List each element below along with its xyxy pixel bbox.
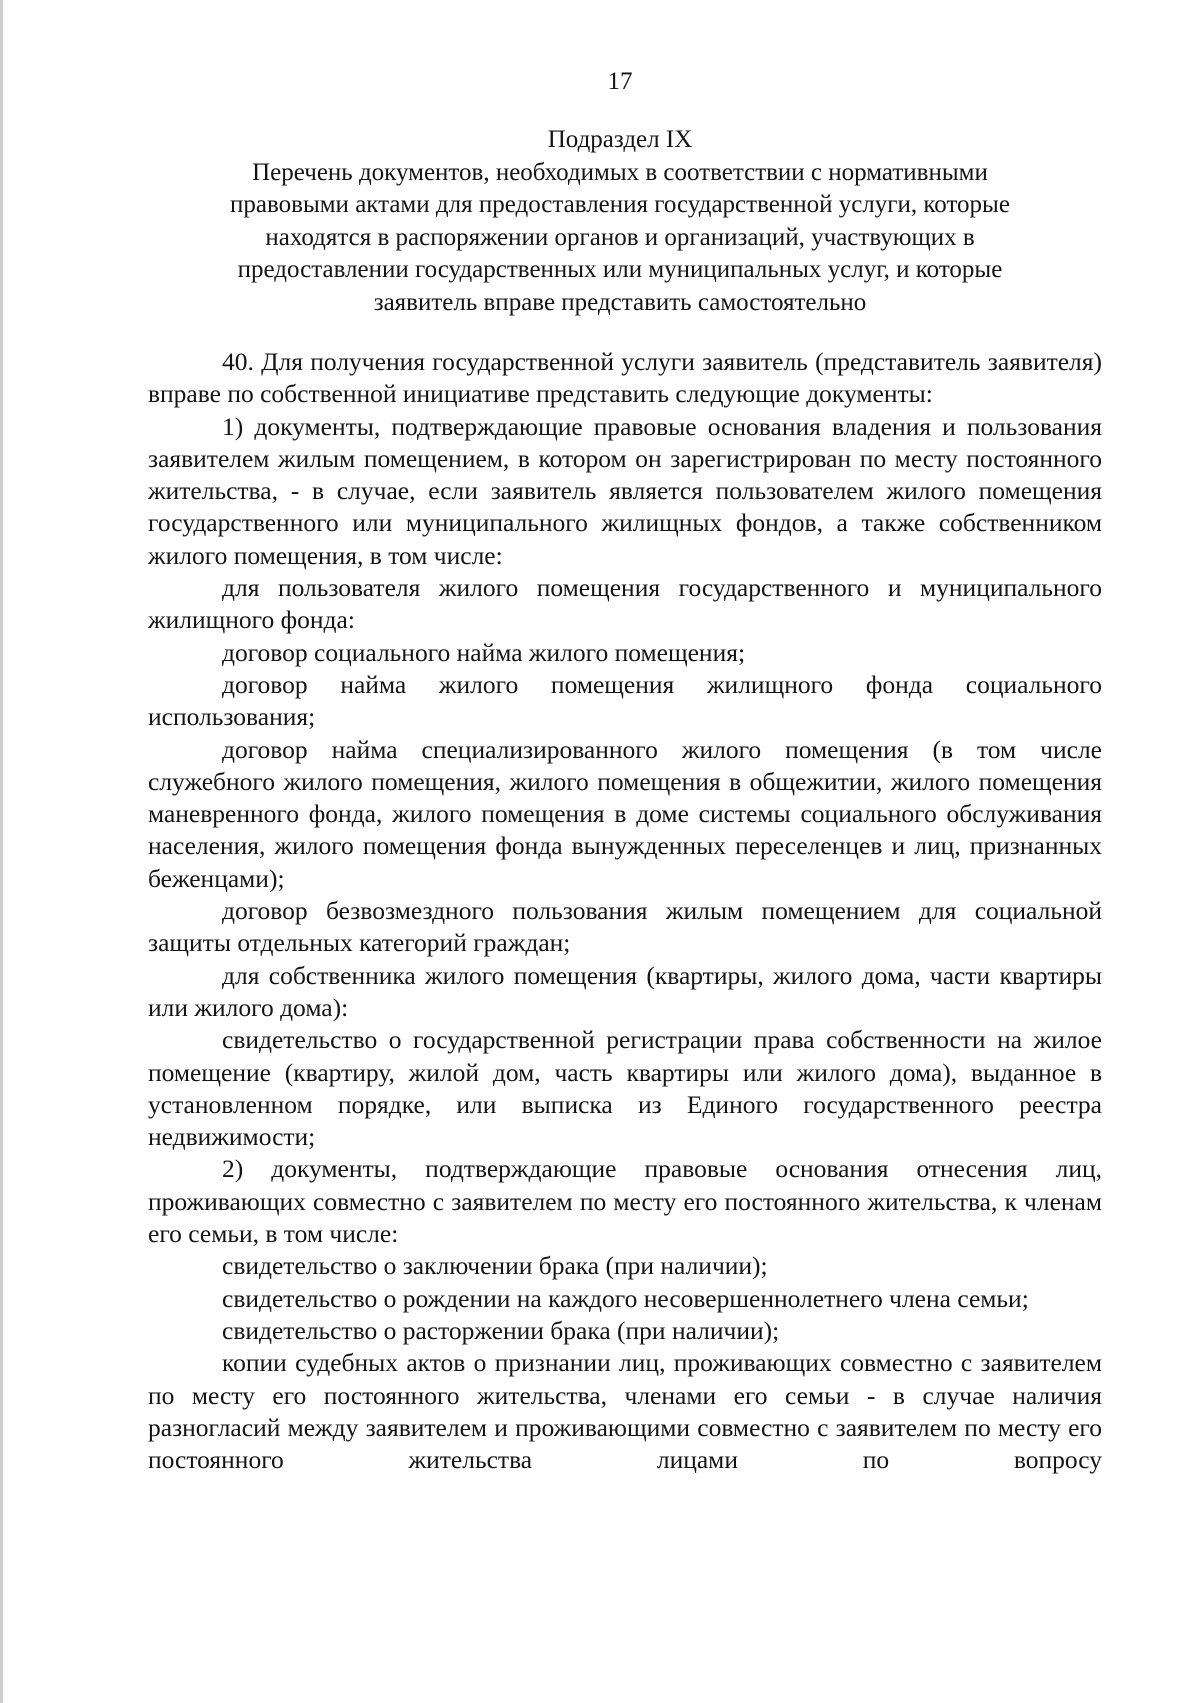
paragraph: 1) документы, подтверждающие правовые основания владения и пользования заявителем жилым помещением, в котором он зарегистрирован по месту постоянного жительства, - в случае, если заявитель является пользователем жилого помещения государственного или муниципального жилищных фондов, а также собственником жилого помещения, в том числе: [148, 411, 1102, 570]
paragraph: договор найма специализированного жилого помещения (в том числе служебного жилого помещения, жилого помещения в общежитии, жилого помещения маневренного фонда, жилого помещения в доме системы социального обслуживания населения, жилого помещения фонда вынужденных переселенцев и лиц, признанных беженцами); [148, 734, 1102, 893]
page-number: 17 [607, 68, 633, 95]
heading-line: заявитель вправе представить самостоятельно [373, 288, 867, 316]
heading-line: находятся в распоряжении органов и организаций, участвующих в [265, 223, 975, 251]
paragraph: свидетельство о заключении брака (при наличии); [222, 1251, 768, 1281]
paragraph: 2) документы, подтверждающие правовые основания отнесения лиц, проживающих совместно с заявителем по месту его постоянного жительства, к членам его семьи, в том числе: [148, 1154, 1102, 1249]
heading-line: предоставлении государственных или муниципальных услуг, и которые [237, 256, 1003, 284]
paragraph: копии судебных актов о признании лиц, проживающих совместно с заявителем по месту его постоянного жительства, членами его семьи - в случае наличия разногласий между заявителем и проживающими совместно с заявителем по месту его постоянного жительства лицами по вопросу [148, 1348, 1102, 1475]
paragraph: свидетельство о государственной регистрации права собственности на жилое помещение (квартиру, жилой дом, часть квартиры или жилого дома), выданное в установленном порядке, или выписка из Единого государственного реестра недвижимости; [148, 1025, 1102, 1152]
subsection-heading [180, 124, 1060, 320]
paragraph: для собственника жилого помещения (квартиры, жилого дома, части квартиры или жилого дома): [148, 960, 1102, 1022]
heading-line: Перечень документов, необходимых в соответствии с нормативными [252, 158, 988, 186]
paragraph: свидетельство о расторжении брака (при наличии); [222, 1315, 780, 1345]
paragraph: свидетельство о рождении на каждого несовершеннолетнего члена семьи; [222, 1283, 1029, 1313]
document-body [148, 346, 1102, 1476]
paragraph: договор безвозмездного пользования жилым помещением для социальной защиты отдельных категорий граждан; [148, 896, 1102, 958]
paragraph: договор найма жилого помещения жилищного фонда социального использования; [148, 669, 1102, 732]
scan-edge [0, 0, 3, 1703]
paragraph: договор социального найма жилого помещения; [222, 637, 746, 667]
paragraph: 40. Для получения государственной услуги заявитель (представитель заявителя) вправе по собственной инициативе представить следующие документы: [148, 347, 1102, 409]
paragraph: для пользователя жилого помещения государственного и муниципального жилищного фонда: [148, 573, 1102, 635]
heading-line: правовыми актами для предоставления государственной услуги, которые [230, 191, 1010, 219]
subsection-title: Подраздел IX [547, 126, 693, 153]
